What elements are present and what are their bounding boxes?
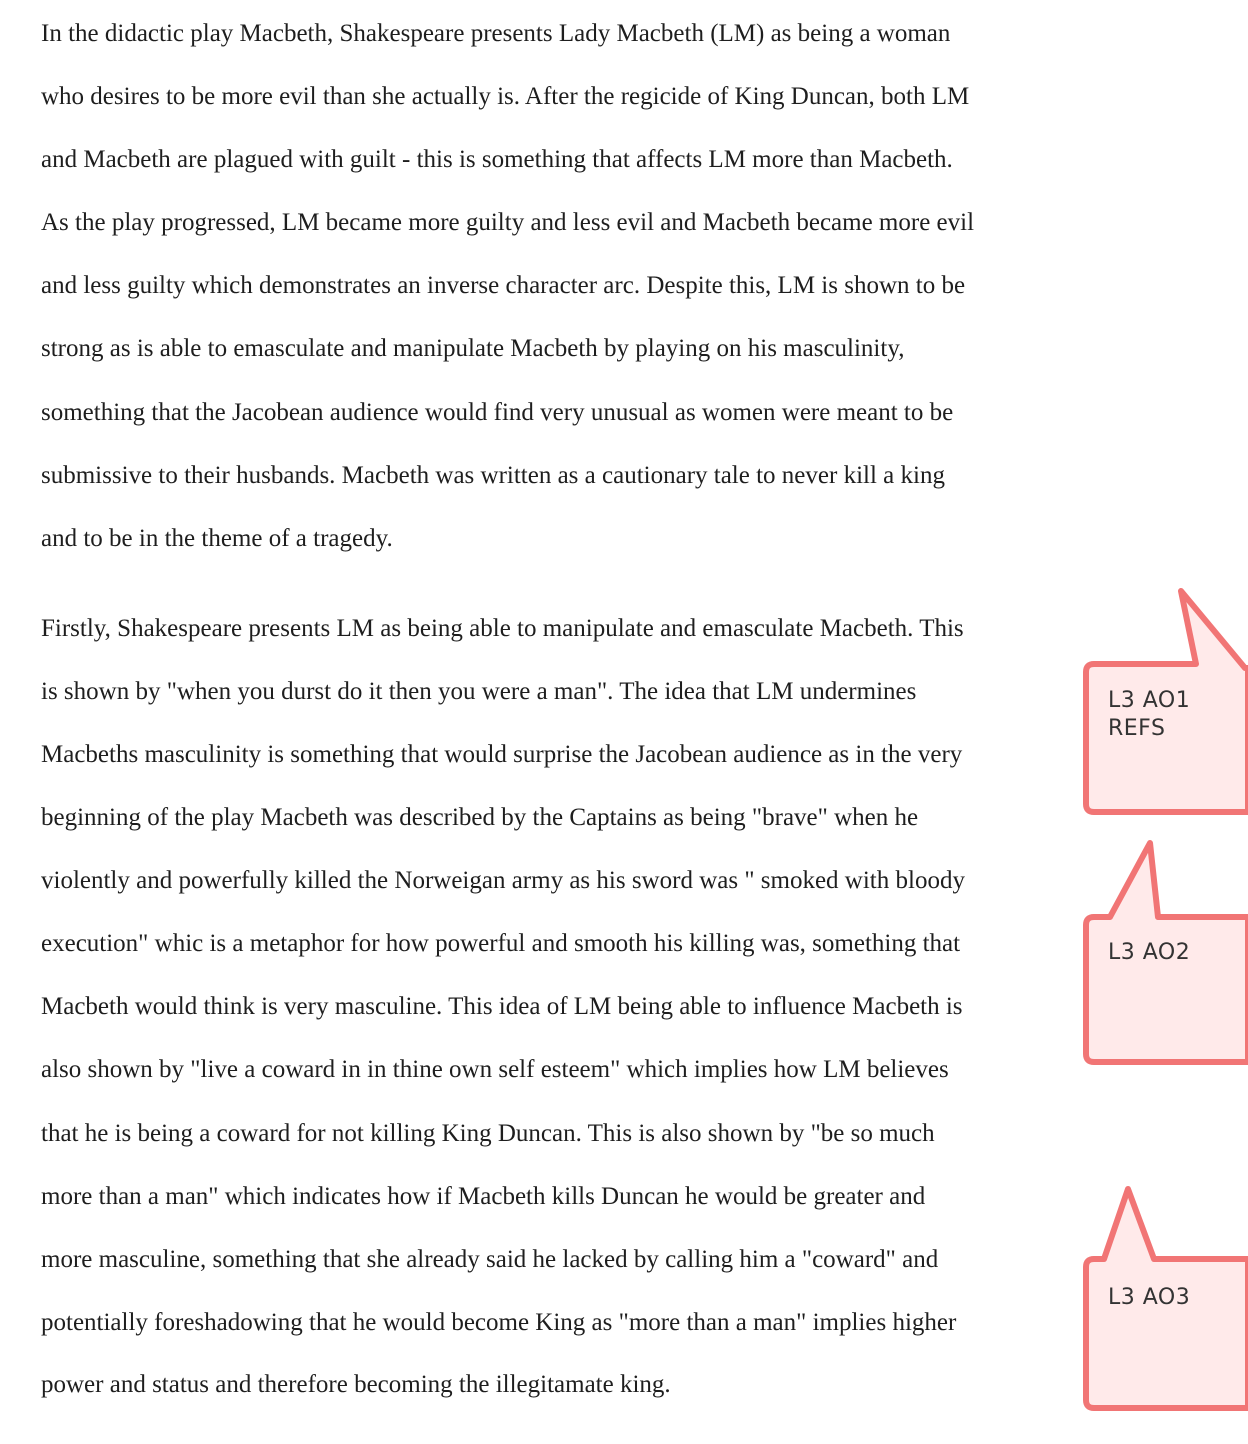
paragraph-line: execution" whic is a metaphor for how powerful and smooth his killing was, something that — [41, 930, 961, 957]
paragraph-line: potentially foreshadowing that he would become King as "more than a man" implies higher — [41, 1309, 957, 1336]
paragraph-line: and Macbeth are plagued with guilt - this is something that affects LM more than Macbeth. — [41, 146, 953, 173]
paragraph-line: who desires to be more evil than she actually is. After the regicide of King Duncan, both LM — [41, 83, 970, 110]
paragraph-line: also shown by "live a coward in in thine own self esteem" which implies how LM believes — [41, 1056, 949, 1083]
paragraph-line: something that the Jacobean audience would find very unusual as women were meant to be — [41, 399, 954, 426]
annotation-label: L3 AO2 — [1108, 940, 1191, 965]
paragraph-line: more masculine, something that she already said he lacked by calling him a "coward" and — [41, 1246, 939, 1273]
paragraph-line: power and status and therefore becoming the illegitamate king. — [41, 1371, 671, 1398]
annotation-label: REFS — [1108, 716, 1166, 741]
annotation-label: L3 AO1 — [1108, 688, 1191, 713]
paragraph-line: As the play progressed, LM became more guilty and less evil and Macbeth became more evil — [41, 209, 975, 236]
annotation-label: L3 AO3 — [1108, 1285, 1191, 1310]
paragraph-line: and to be in the theme of a tragedy. — [41, 525, 393, 552]
paragraph-line: violently and powerfully killed the Norweigan army as his sword was " smoked with bloody — [41, 867, 965, 894]
paragraph-line: strong as is able to emasculate and manipulate Macbeth by playing on his masculinity, — [41, 335, 905, 362]
paragraph-line: and less guilty which demonstrates an inverse character arc. Despite this, LM is shown to be — [41, 272, 966, 299]
paragraph-line: Macbeth would think is very masculine. This idea of LM being able to influence Macbeth is — [41, 993, 963, 1020]
paragraph-line: submissive to their husbands. Macbeth was written as a cautionary tale to never kill a king — [41, 462, 945, 489]
paragraph-line: Macbeths masculinity is something that would surprise the Jacobean audience as in the very — [41, 741, 963, 768]
paragraph-line: beginning of the play Macbeth was described by the Captains as being "brave" when he — [41, 804, 919, 831]
paragraph-line: is shown by "when you durst do it then you were a man". The idea that LM undermines — [41, 678, 917, 705]
paragraph-line: more than a man" which indicates how if Macbeth kills Duncan he would be greater and — [41, 1183, 926, 1210]
paragraph-line: Firstly, Shakespeare presents LM as being able to manipulate and emasculate Macbeth. This — [41, 615, 964, 642]
paragraph-line: In the didactic play Macbeth, Shakespeare presents Lady Macbeth (LM) as being a woman — [41, 20, 951, 47]
paragraph-line: that he is being a coward for not killing King Duncan. This is also shown by "be so much — [41, 1120, 935, 1147]
